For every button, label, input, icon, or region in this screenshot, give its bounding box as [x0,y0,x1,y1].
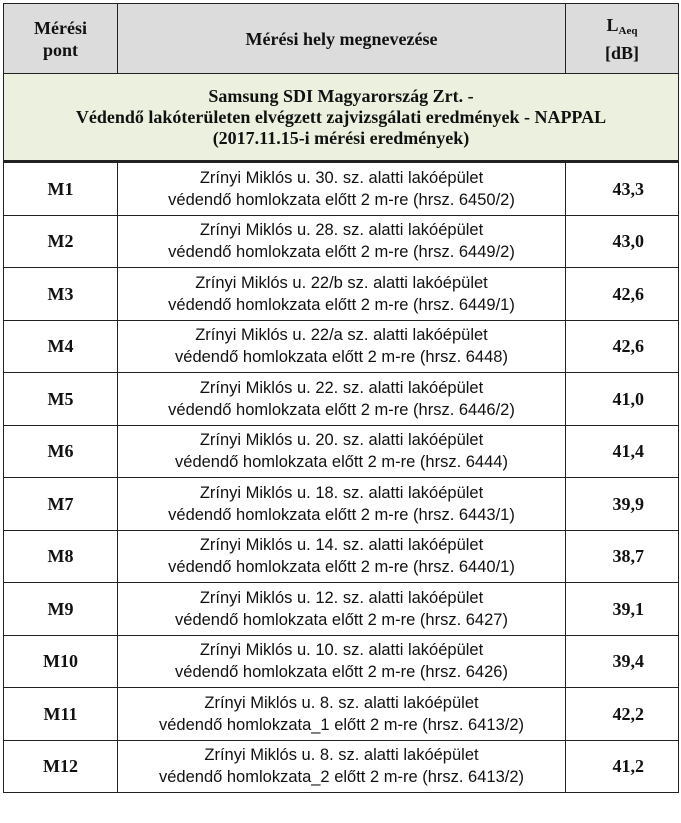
header-measurement-point [4,4,118,74]
table-row [4,162,679,216]
measurement-point-cell: M10 [4,635,118,688]
laeq-value-cell: 42,6 [566,268,679,321]
place-line1: Zrínyi Miklós u. 30. sz. alatti lakóépület [199,168,484,187]
table-row [4,583,679,636]
measurement-place-cell [118,268,566,321]
place-line2: védendő homlokzata előtt 2 m-re (hrsz. 6449/1) [168,295,515,314]
measurement-point-cell: M12 [4,740,118,793]
section-title-line1: Samsung SDI Magyarország Zrt. - [208,85,474,106]
header-level-unit: [dB] [604,42,639,63]
place-line2: védendő homlokzata előtt 2 m-re (hrsz. 6440/1) [168,558,515,577]
table-row [4,215,679,268]
measurement-point-cell: M8 [4,530,118,583]
measurement-place-cell [118,635,566,688]
laeq-value-cell: 39,4 [566,635,679,688]
place-line1: Zrínyi Miklós u. 20. sz. alatti lakóépület [199,431,484,450]
header-point-line2: pont [42,39,78,60]
place-line1: Zrínyi Miklós u. 10. sz. alatti lakóépület [199,641,484,660]
laeq-value-cell: 41,4 [566,425,679,478]
measurement-place-cell [118,583,566,636]
table-row [4,320,679,373]
laeq-value-cell: 42,2 [566,688,679,741]
table-row [4,478,679,531]
measurement-place-cell [118,215,566,268]
laeq-value-cell: 43,3 [566,162,679,216]
measurement-place-cell [118,373,566,426]
measurement-point-cell: M5 [4,373,118,426]
table-row [4,530,679,583]
table-header-row [4,4,679,74]
place-line2: védendő homlokzata_1 előtt 2 m-re (hrsz. 6413/2) [158,715,525,734]
laeq-value-cell: 38,7 [566,530,679,583]
table-row [4,740,679,793]
place-line2: védendő homlokzata előtt 2 m-re (hrsz. 6444) [175,453,508,472]
measurement-place-cell [118,740,566,793]
place-line1: Zrínyi Miklós u. 8. sz. alatti lakóépület [204,746,479,765]
place-line2: védendő homlokzata előtt 2 m-re (hrsz. 6427) [175,610,508,629]
place-line1: Zrínyi Miklós u. 12. sz. alatti lakóépület [199,588,484,607]
measurement-place-cell [118,478,566,531]
measurement-point-cell: M11 [4,688,118,741]
measurement-point-cell: M6 [4,425,118,478]
header-level-sub: Aeq [618,24,638,37]
measurement-point-cell: M1 [4,162,118,216]
table-row [4,268,679,321]
measurement-place-cell [118,688,566,741]
laeq-value-cell: 41,2 [566,740,679,793]
table-row [4,425,679,478]
laeq-value-cell: 42,6 [566,320,679,373]
measurement-table [3,3,679,793]
place-line1: Zrínyi Miklós u. 14. sz. alatti lakóépület [199,536,484,555]
laeq-value-cell: 39,1 [566,583,679,636]
measurement-place-cell [118,162,566,216]
section-title-line2: Védendő lakóterületen elvégzett zajvizsgálati eredmények - NAPPAL [75,106,607,127]
measurement-point-cell: M3 [4,268,118,321]
place-line1: Zrínyi Miklós u. 28. sz. alatti lakóépület [199,221,484,240]
table-row [4,373,679,426]
section-title [4,74,679,162]
place-line2: védendő homlokzata előtt 2 m-re (hrsz. 6449/2) [168,243,515,262]
measurement-point-cell: M9 [4,583,118,636]
place-line2: védendő homlokzata előtt 2 m-re (hrsz. 6426) [175,663,508,682]
place-line1: Zrínyi Miklós u. 22/b sz. alatti lakóépület [195,273,488,292]
header-level-symbol [566,14,678,42]
laeq-value-cell: 43,0 [566,215,679,268]
laeq-value-cell: 41,0 [566,373,679,426]
table-row [4,688,679,741]
place-line2: védendő homlokzata előtt 2 m-re (hrsz. 6443/1) [168,505,515,524]
place-line1: Zrínyi Miklós u. 22/a sz. alatti lakóépület [195,326,488,345]
laeq-value-cell: 39,9 [566,478,679,531]
header-measurement-place: Mérési hely megnevezése [118,4,566,74]
place-line1: Zrínyi Miklós u. 18. sz. alatti lakóépület [199,483,484,502]
table-row [4,635,679,688]
measurement-point-cell: M4 [4,320,118,373]
header-point-line1: Mérési [34,17,87,38]
section-title-row [4,74,679,162]
measurement-place-cell [118,425,566,478]
place-line2: védendő homlokzata előtt 2 m-re (hrsz. 6446/2) [168,400,515,419]
place-line1: Zrínyi Miklós u. 8. sz. alatti lakóépület [204,693,479,712]
measurement-place-cell [118,320,566,373]
place-line2: védendő homlokzata_2 előtt 2 m-re (hrsz. 6413/2) [158,768,525,787]
header-level-main: L [606,14,619,35]
section-title-line3: (2017.11.15-i mérési eredmények) [212,127,470,148]
place-line2: védendő homlokzata előtt 2 m-re (hrsz. 6450/2) [168,190,515,209]
place-line2: védendő homlokzata előtt 2 m-re (hrsz. 6448) [175,348,508,367]
header-laeq-level [566,4,679,74]
measurement-place-cell [118,530,566,583]
place-line1: Zrínyi Miklós u. 22. sz. alatti lakóépület [199,378,484,397]
measurement-point-cell: M2 [4,215,118,268]
measurement-point-cell: M7 [4,478,118,531]
